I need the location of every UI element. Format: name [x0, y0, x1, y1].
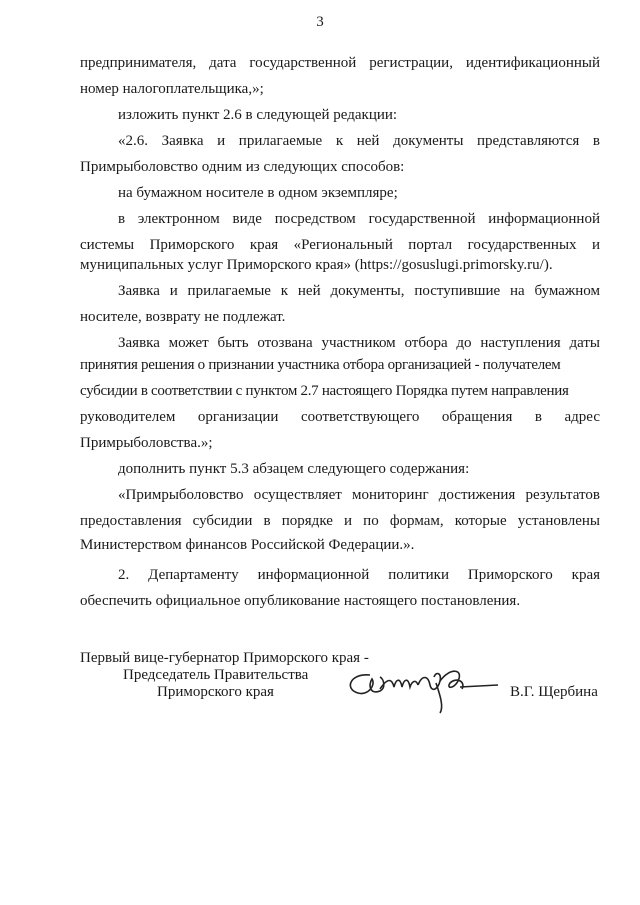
text-line: дополнить пункт 5.3 абзацем следующего содержания:	[118, 461, 470, 477]
signer-title-line: Первый вице-губернатор Приморского края -	[80, 650, 369, 666]
text-line: руководителем организации соответствующего обращения в адрес	[80, 409, 600, 425]
text-line: «2.6. Заявка и прилагаемые к ней документы представляются в	[118, 133, 600, 149]
text-line: Примрыболовство одним из следующих способов:	[80, 159, 405, 175]
text-line: муниципальных услуг Приморского края» (https://gosuslugi.primorsky.ru/).	[80, 257, 553, 273]
text-line: предоставления субсидии в порядке и по формам, которые установлены	[80, 513, 600, 529]
text-line: номер налогоплательщика,»;	[80, 81, 264, 97]
text-line: в электронном виде посредством государственной информационной	[118, 211, 600, 227]
signer-title-line: Приморского края	[157, 684, 274, 700]
text-line: субсидии в соответствии с пунктом 2.7 настоящего Порядка путем направления	[80, 383, 569, 399]
text-line: изложить пункт 2.6 в следующей редакции:	[118, 107, 398, 123]
text-line: предпринимателя, дата государственной регистрации, идентификационный	[80, 55, 600, 71]
text-line: обеспечить официальное опубликование настоящего постановления.	[80, 593, 521, 609]
signer-title-line: Председатель Правительства	[123, 667, 309, 683]
page-number: 3	[316, 14, 324, 30]
text-line: принятия решения о признании участника отбора организацией - получателем	[80, 357, 561, 373]
text-line: 2. Департаменту информационной политики Приморского края	[118, 567, 600, 583]
signer-name: В.Г. Щербина	[510, 684, 598, 700]
text-line: «Примрыболовство осуществляет мониторинг достижения результатов	[118, 487, 600, 503]
text-line: Министерством финансов Российской Федерации.».	[80, 537, 415, 553]
text-line: Примрыболовства.»;	[80, 435, 213, 451]
text-line: Заявка может быть отозвана участником отбора до наступления даты	[118, 335, 600, 351]
text-line: на бумажном носителе в одном экземпляре;	[118, 185, 398, 201]
text-line: носителе, возврату не подлежат.	[80, 309, 286, 325]
handwritten-signature	[340, 655, 500, 715]
text-line: системы Приморского края «Региональный портал государственных и	[80, 237, 600, 253]
text-line: Заявка и прилагаемые к ней документы, поступившие на бумажном	[118, 283, 600, 299]
